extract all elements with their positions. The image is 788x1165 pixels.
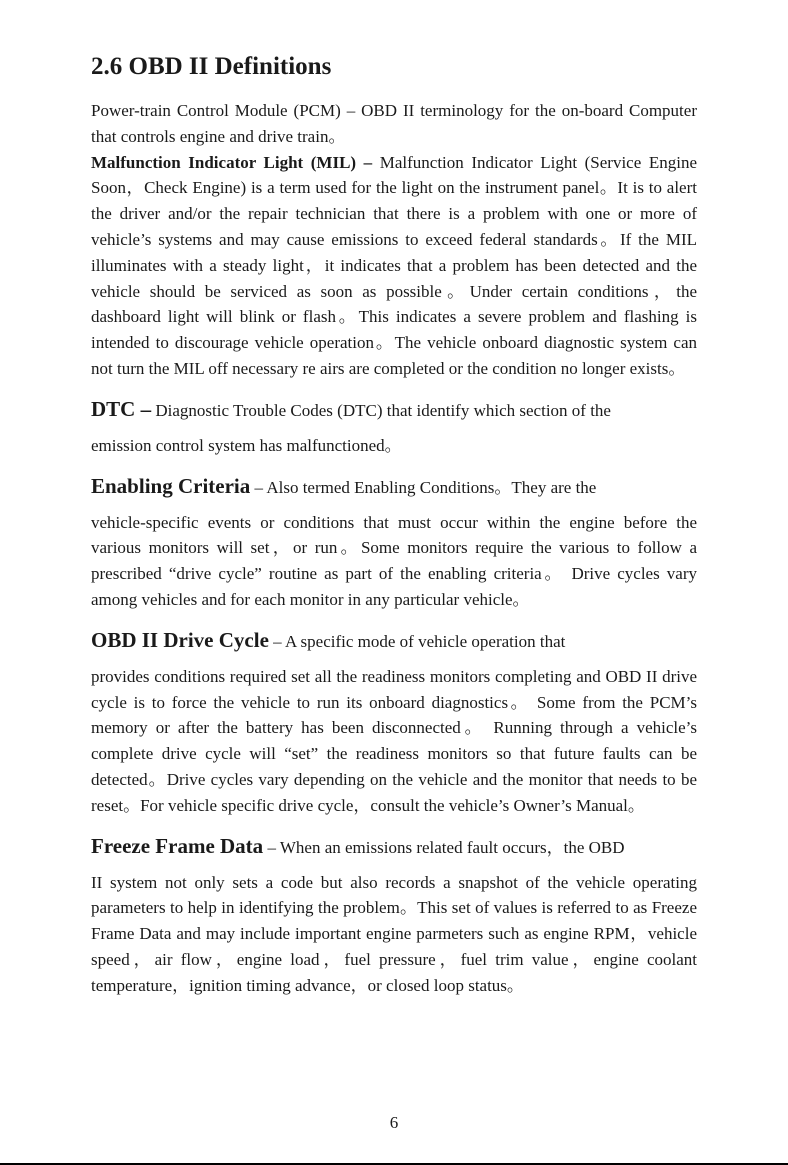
dtc-rest: emission control system has malfunctioned。 (91, 435, 402, 455)
drive-cycle-first-line (91, 624, 697, 658)
mil-term: Malfunction Indicator Light (MIL) – (91, 152, 373, 172)
drive-cycle-rest: provides conditions required set all the readiness monitors completing and OBD II drive cycle is to force the vehicle to run its onboard diagnostics。 Some from the PCM’s memory or after the battery has been disconnected。 Running through a vehicle’s complete drive cycle will “set” the readiness monitors so that future faults can be detected。Drive cycles vary depending on the vehicle and the monitor that needs to be reset。For vehicle specific drive cycle，consult the vehicle’s Owner’s Manual。 (91, 666, 697, 815)
pcm-definition: Power-train Control Module (PCM) – OBD II terminology for the on-board Computer that controls engine and drive train。 (91, 101, 697, 146)
dtc-first-text: Diagnostic Trouble Codes (DTC) that identify which section of the (151, 400, 611, 420)
freeze-first-text: – When an emissions related fault occurs，the OBD (263, 837, 625, 857)
section-heading: 2.6 OBD II Definitions (91, 53, 332, 80)
dtc-term: DTC – (91, 396, 152, 421)
freeze-term: Freeze Frame Data (91, 833, 264, 858)
enabling-section (91, 470, 697, 613)
dtc-first-line (91, 393, 697, 427)
document-page (91, 50, 697, 999)
freeze-rest: II system not only sets a code but also records a snapshot of the vehicle operating parameters to help in identifying the problem。This set of values is referred to as Freeze Frame Data and may include important engine parmeters such as engine RPM，vehicle speed，air flow，engine load，fuel pressure，fuel trim value，engine coolant temperature，ignition timing advance，or closed loop status。 (91, 872, 697, 995)
freeze-frame-section (91, 830, 697, 999)
enabling-first-line (91, 470, 697, 504)
dtc-section (91, 393, 697, 459)
enabling-term: Enabling Criteria (91, 473, 251, 498)
enabling-rest: vehicle-specific events or conditions that must occur within the engine before the various monitors will set，or run。Some monitors require the various to follow a prescribed “drive cycle” routine as part of the enabling criteria。 Drive cycles vary among vehicles and for each monitor in any particular vehicle。 (91, 512, 697, 609)
drive-cycle-section (91, 624, 697, 819)
page-number: 6 (389, 1113, 399, 1132)
freeze-first-line (91, 830, 697, 864)
drive-cycle-first-text: – A specific mode of vehicle operation that (268, 631, 566, 651)
mil-definition (91, 150, 697, 382)
drive-cycle-term: OBD II Drive Cycle (91, 627, 269, 652)
mil-text: Malfunction Indicator Light (Service Engine Soon，Check Engine) is a term used for the light on the instrument panel。It is to alert the driver and/or the repair technician that there is a problem with one or more of vehicle’s systems and may cause emissions to exceed federal standards。If the MIL illuminates with a steady light，it indicates that a problem has been detected and the vehicle should be serviced as soon as possible。Under certain conditions，the dashboard light will blink or flash。This indicates a severe problem and flashing is intended to discourage vehicle operation。The vehicle onboard diagnostic system can not turn the MIL off necessary re airs are completed or the condition no longer exists。 (91, 152, 697, 378)
enabling-first-text: – Also termed Enabling Conditions。They are the (250, 477, 597, 497)
